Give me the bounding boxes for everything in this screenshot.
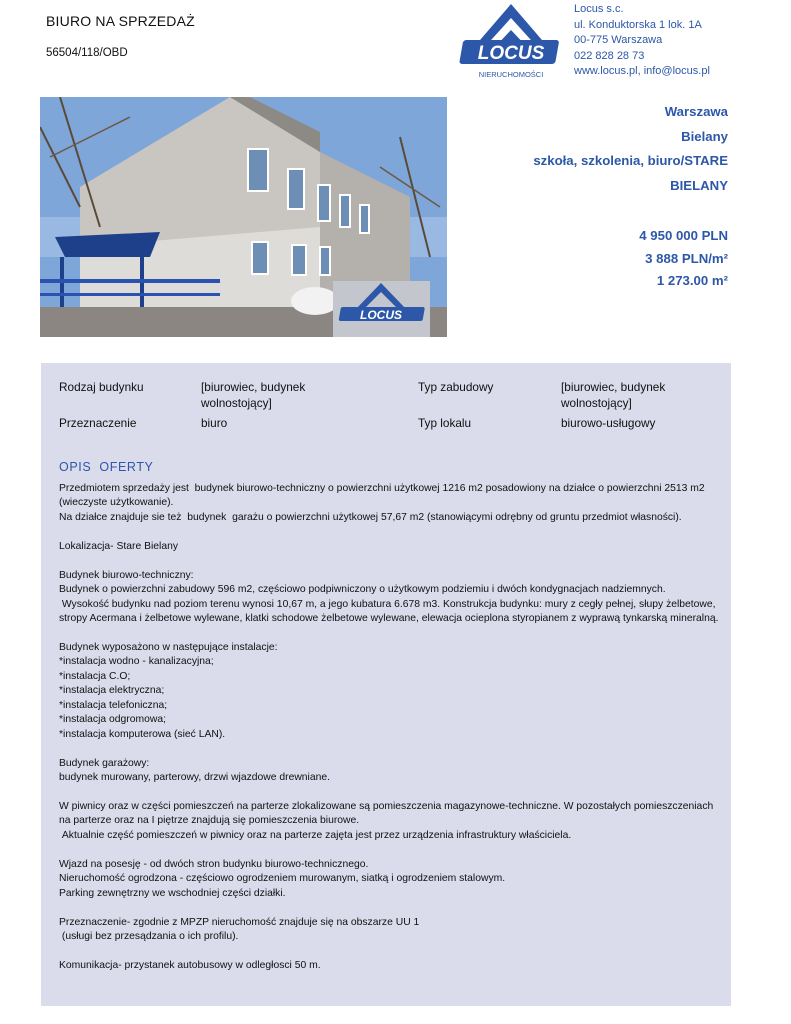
property-photo xyxy=(40,97,447,337)
property-area: 1 273.00 m² xyxy=(656,273,728,288)
description-paragraph: Przeznaczenie- zgodnie z MPZP nieruchomość znajduje się na obszarze UU 1 (usługi bez przesądzania o ich profilu). xyxy=(59,916,420,943)
photo-watermark: LOCUS xyxy=(360,308,402,322)
description-paragraph: Budynek wyposażono w następujące instalacje: *instalacja wodno - kanalizacyjna; *instalacja C.O; *instalacja elektryczna; *instalacja telefoniczna; *instalacja odgromowa; *instalacja komputerowa (sieć LAN). xyxy=(59,641,278,740)
offer-title: BIURO NA SPRZEDAŻ xyxy=(46,13,195,29)
development-type-label: Typ zabudowy xyxy=(418,380,494,394)
purpose-value: biuro xyxy=(201,416,228,430)
params-row xyxy=(59,379,719,415)
company-logo xyxy=(458,2,564,82)
contact-web-link[interactable]: www.locus.pl, info@locus.pl xyxy=(574,65,710,78)
description-paragraph: Komunikacja- przystanek autobusowy w odległosci 50 m. xyxy=(59,959,321,971)
development-type-value: [biurowiec, budynek wolnostojący] xyxy=(561,380,666,410)
contact-city: 00-775 Warszawa xyxy=(574,34,663,47)
reference-number: 56504/118/OBD xyxy=(46,47,128,59)
price-block xyxy=(639,225,728,293)
logo-subtext: NIERUCHOMOŚCI xyxy=(478,70,544,79)
location-description: szkoła, szkolenia, biuro/STARE xyxy=(533,153,728,168)
building-type-label: Rodzaj budynku xyxy=(59,380,144,394)
price-total: 4 950 000 PLN xyxy=(639,228,728,243)
description-paragraph: Przedmiotem sprzedaży jest budynek biurowo-techniczny o powierzchni użytkowej 1216 m2 posadowiony na działce o powierzchni 2513 m2 (wieczyste użytkowanie). Na działce znajduje sie też budynek garażu o powierzchni użytkowej 57,67 m2 (stanowiącymi odrębny od gruntu przedmiot własności). xyxy=(59,483,705,523)
location-block xyxy=(468,100,728,198)
details-panel xyxy=(41,363,731,1006)
params-row xyxy=(59,415,719,435)
building-type-value: [biurowiec, budynek wolnostojący] xyxy=(201,380,306,410)
description-paragraph: Wjazd na posesję - od dwóch stron budynku biurowo-technicznego. Nieruchomość ogrodzona - częściowo ogrodzeniem murowanym, siatką i ogrodzeniem stalowym. Parking zewnętrzny we wschodniej części działki. xyxy=(59,858,506,899)
location-district: Bielany xyxy=(681,128,728,144)
description-paragraph: W piwnicy oraz w części pomieszczeń na parterze zlokalizowane są pomieszczenia magazynowe-techniczne. W pozostałych pomieszczeniach na parterze oraz na I piętrze znajdują się pomieszczenia biurowe. Aktualnie część pomieszczeń w piwnicy oraz na parterze zajęta jest przez urządzenia infrastruktury właściciela. xyxy=(59,800,714,841)
description-paragraph: Budynek garażowy: budynek murowany, parterowy, drzwi wjazdowe drewniane. xyxy=(59,757,330,784)
contact-phone[interactable]: 022 828 28 73 xyxy=(574,49,645,62)
offer-description-heading: OPIS OFERTY xyxy=(59,460,154,474)
purpose-label: Przeznaczenie xyxy=(59,416,137,430)
description-paragraph: Budynek biurowo-techniczny: Budynek o powierzchni zabudowy 596 m2, częściowo podpiwniczony o użytkowym podziemiu i dwóch kondygnacjach nadziemnych. Wysokość budynku nad poziom terenu wynosi 10,67 m, a jego kubatura 6.678 m3. Konstrukcja budynku: mury z cegły pełnej, słupy żelbetowe, stropy Acermana i żelbetowe wylewane, klatki schodowe żelbetowe wylewane, elewacja ocieplona styropianem z wyprawą tynkarską mineralną. xyxy=(59,569,719,625)
unit-type-value: biurowo-usługowy xyxy=(561,416,656,430)
location-description-cont: BIELANY xyxy=(670,177,728,193)
description-paragraph: Lokalizacja- Stare Bielany xyxy=(59,540,179,552)
contact-info xyxy=(574,2,710,80)
contact-company: Locus s.c. xyxy=(574,3,624,15)
params-table xyxy=(59,379,719,435)
offer-description xyxy=(59,482,724,973)
location-city: Warszawa xyxy=(664,104,728,119)
unit-type-label: Typ lokalu xyxy=(418,416,472,430)
logo-wordmark: LOCUS xyxy=(477,43,545,64)
contact-street: ul. Konduktorska 1 lok. 1A xyxy=(574,18,702,31)
price-per-m2: 3 888 PLN/m² xyxy=(645,250,728,266)
